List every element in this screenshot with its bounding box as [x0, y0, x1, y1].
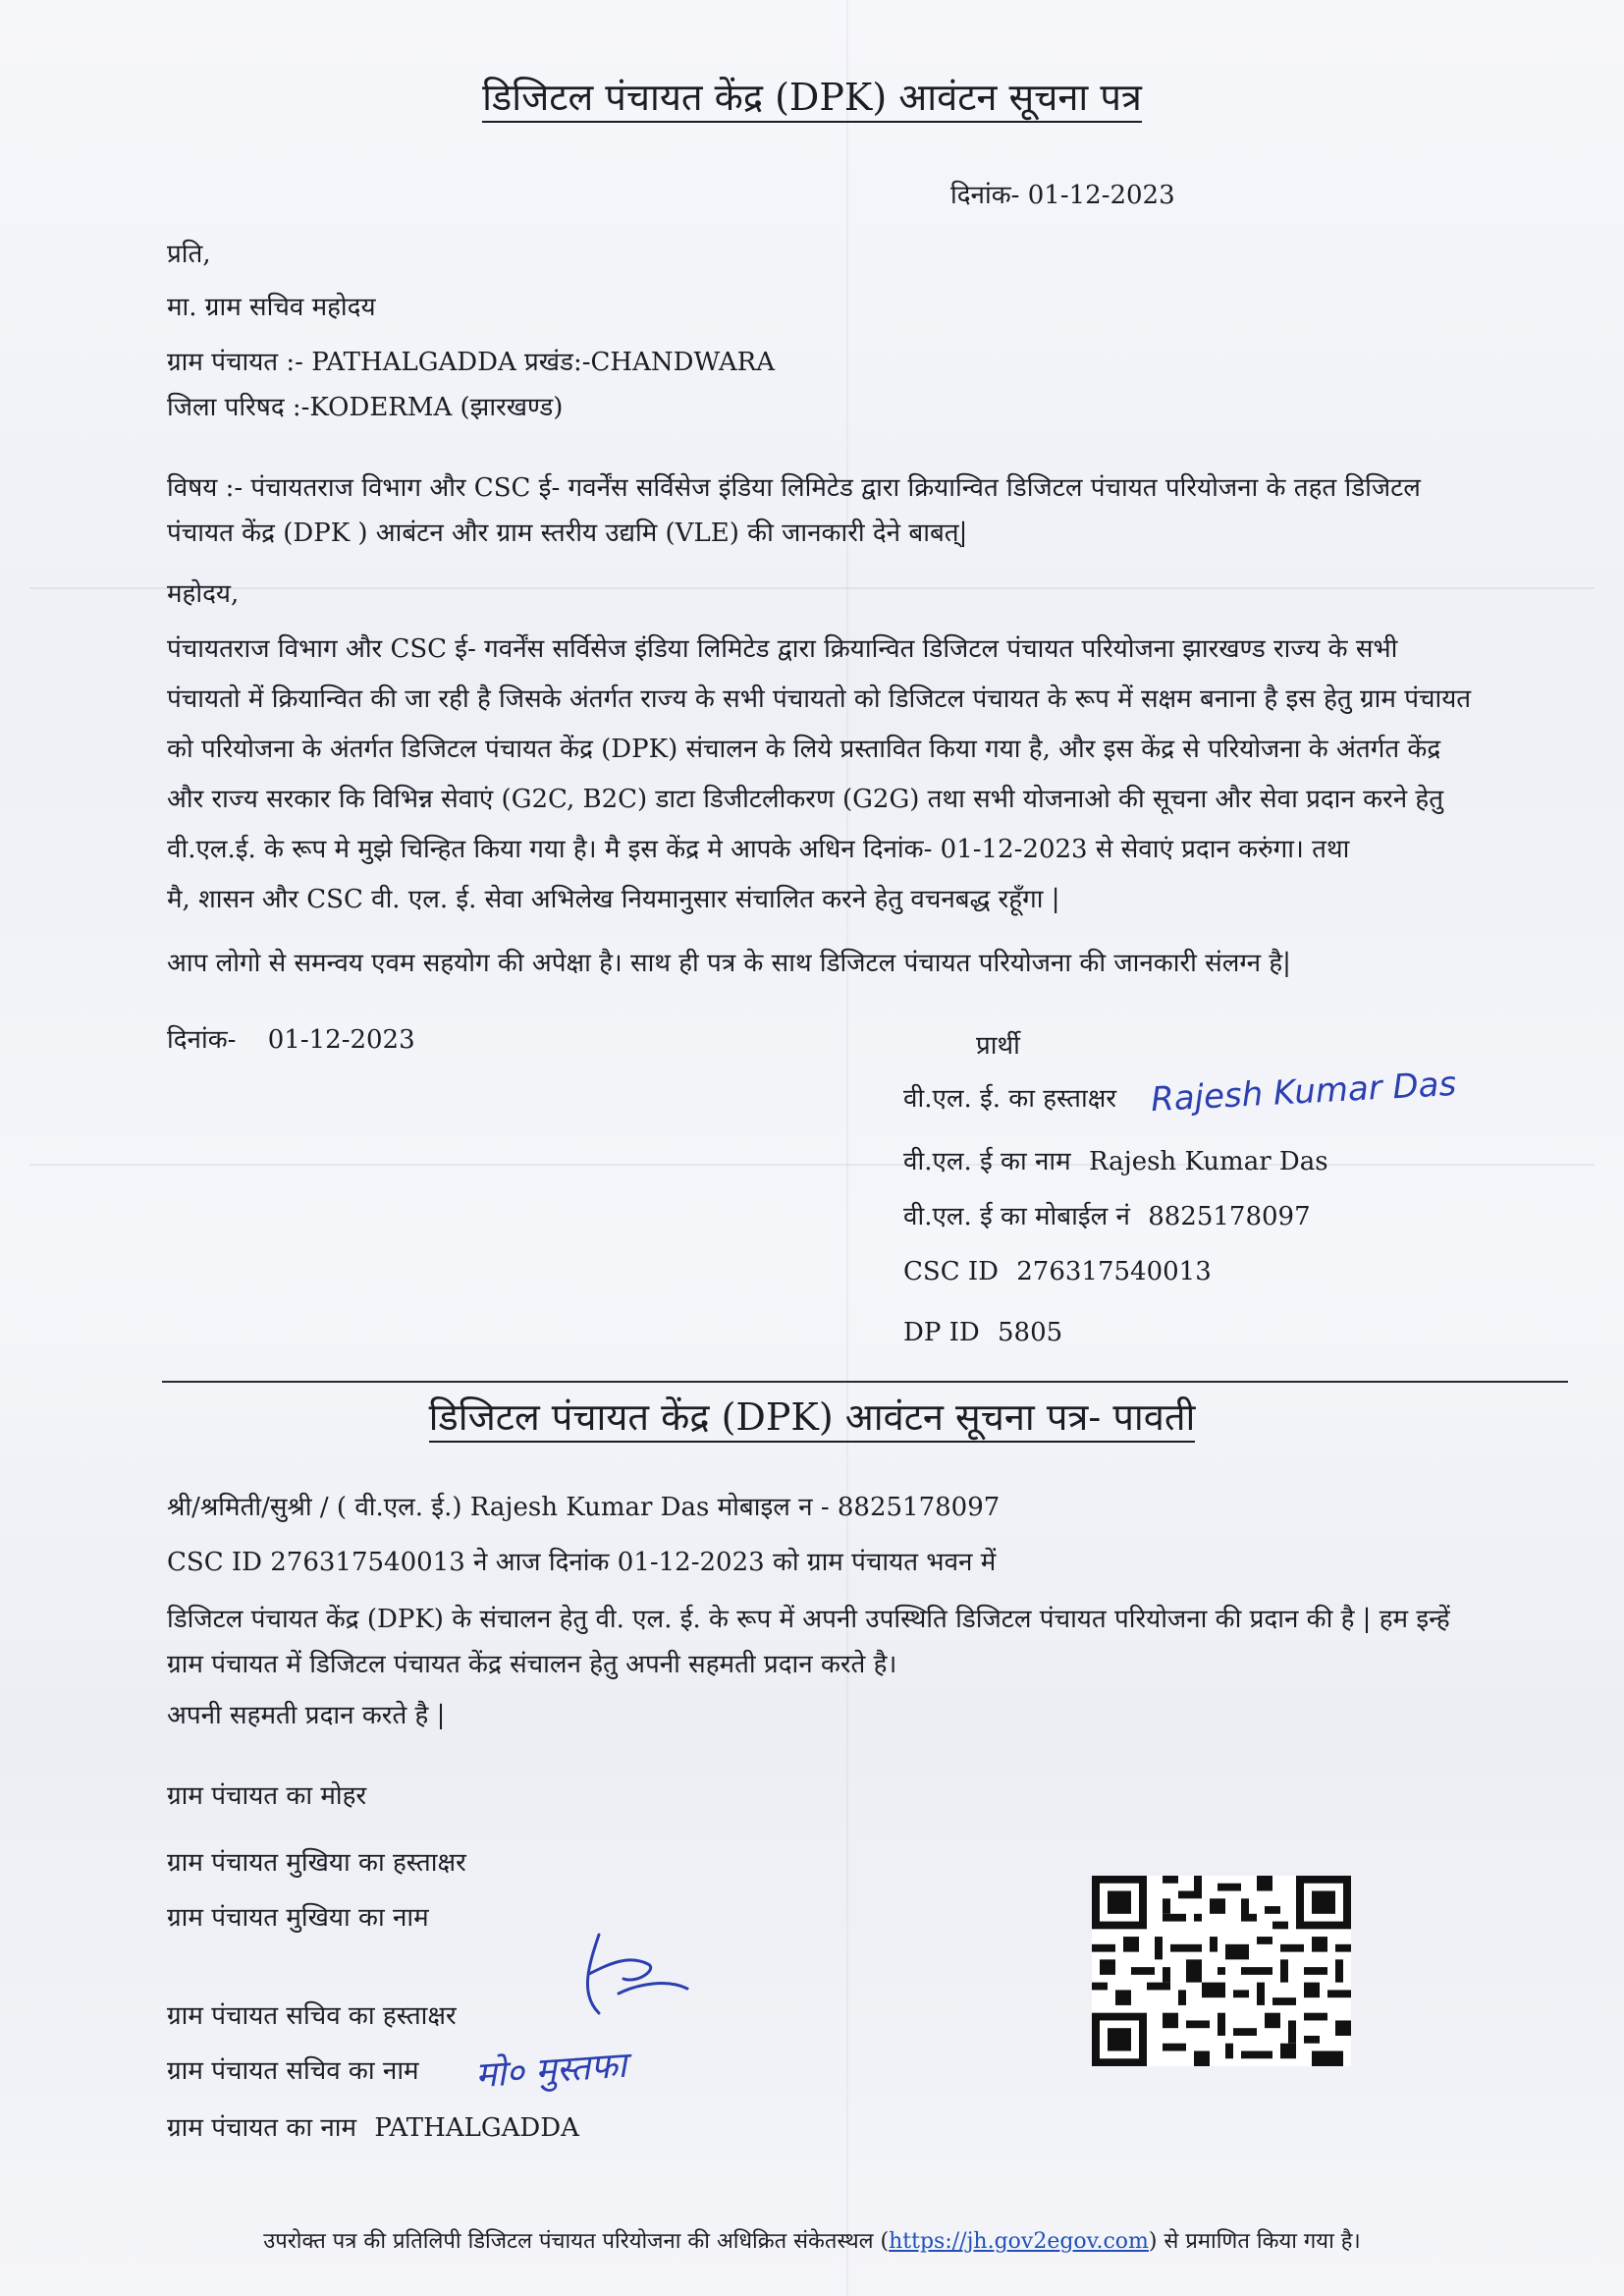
- receipt-title: डिजिटल पंचायत केंद्र (DPK) आवंटन सूचना पत्र- पावती: [0, 1393, 1624, 1442]
- letter-title: डिजिटल पंचायत केंद्र (DPK) आवंटन सूचना पत्र: [0, 73, 1624, 122]
- paper-crease: [29, 587, 1595, 589]
- address-to: प्रति,: [167, 240, 211, 269]
- subject-line-2: पंचायत केंद्र (DPK ) आबंटन और ग्राम स्तरीय उद्यमि (VLE) की जानकारी देने बाबत्|: [167, 519, 968, 548]
- dp-id-row: [903, 1316, 1062, 1349]
- footer-note: [0, 2227, 1624, 2257]
- csc-id-row: [903, 1255, 1212, 1288]
- applicant-heading: प्रार्थी: [976, 1031, 1020, 1061]
- address-district: जिला परिषद :-KODERMA (झारखण्ड): [167, 393, 564, 422]
- body-line: पंचायतो में क्रियान्वित की जा रही है जिसके अंतर्गत राज्य के सभी पंचायतो को डिजिटल पंचायत के रूप में सक्षम बनाना है इस हेतु ग्राम पंचायत: [167, 684, 1472, 714]
- body-line: मै, शासन और CSC वी. एल. ई. सेवा अभिलेख नियमानुसार संचालित करने हेतु वचनबद्ध रहूँगा |: [167, 885, 1060, 914]
- body-paragraph: [167, 625, 1542, 925]
- vle-name-value: Rajesh Kumar Das: [1088, 1147, 1328, 1176]
- receipt-line-3: डिजिटल पंचायत केंद्र (DPK) के संचालन हेतु वी. एल. ई. के रूप में अपनी उपस्थिति डिजिटल पंचायत परियोजना की प्रदान की है | हम इन्हें: [167, 1605, 1450, 1634]
- footer-text-before: उपरोक्त पत्र की प्रतिलिपी डिजिटल पंचायत परियोजना की अधिक्रित संकेतस्थल (: [263, 2229, 890, 2254]
- vle-mobile-value: 8825178097: [1148, 1202, 1311, 1231]
- receipt-line-2: CSC ID 276317540013 ने आज दिनांक 01-12-2023 को ग्राम पंचायत भवन में: [167, 1548, 997, 1577]
- footer-link[interactable]: https://jh.gov2egov.com: [889, 2229, 1149, 2254]
- secretary-name-label: ग्राम पंचायत सचिव का नाम: [167, 2056, 419, 2086]
- panchayat-name-row: [167, 2111, 579, 2145]
- date-label: दिनांक-: [167, 1025, 237, 1055]
- mukhiya-signature-label: ग्राम पंचायत मुखिया का हस्ताक्षर: [167, 1848, 466, 1878]
- header-date: [950, 179, 1175, 212]
- vle-signature-row: [903, 1082, 1116, 1116]
- paper-crease: [29, 1164, 1595, 1166]
- secretary-handwritten-name: मो० मुस्तफा: [473, 2045, 628, 2097]
- vle-mobile-row: [903, 1200, 1311, 1233]
- salutation: महोदय,: [167, 579, 240, 609]
- panchayat-seal-label: ग्राम पंचायत का मोहर: [167, 1781, 367, 1811]
- request-line: आप लोगो से समन्वय एवम सहयोग की अपेक्षा है। साथ ही पत्र के साथ डिजिटल पंचायत परियोजना की जानकारी संलग्न है|: [167, 949, 1291, 978]
- vle-name-label: वी.एल. ई का नाम: [903, 1147, 1071, 1176]
- panchayat-name-value: PATHALGADDA: [374, 2113, 579, 2143]
- dp-id-value: 5805: [998, 1318, 1063, 1347]
- receipt-line-1: श्री/श्रमिती/सुश्री / ( वी.एल. ई.) Rajesh Kumar Das मोबाइल न - 8825178097: [167, 1493, 1001, 1522]
- vle-name-row: [903, 1145, 1328, 1178]
- body-line: को परियोजना के अंतर्गत डिजिटल पंचायत केंद्र (DPK) संचालन के लिये प्रस्तावित किया गया है, और इस केंद्र से परियोजना के अंतर्गत केंद्र: [167, 735, 1441, 764]
- date-value: 01-12-2023: [267, 1025, 415, 1055]
- qr-code-icon: [1092, 1876, 1351, 2066]
- secretary-signature: [530, 1925, 707, 2043]
- body-line: और राज्य सरकार कि विभिन्न सेवाएं (G2C, B2C) डाटा डिजीटलीकरण (G2G) तथा सभी योजनाओ की सूचना और सेवा प्रदान करने हेतु: [167, 785, 1444, 814]
- receipt-line-4: ग्राम पंचायत में डिजिटल पंचायत केंद्र संचालन हेतु अपनी सहमती प्रदान करते है।: [167, 1650, 897, 1679]
- receipt-line-5: अपनी सहमती प्रदान करते है |: [167, 1701, 446, 1730]
- secretary-signature-label: ग्राम पंचायत सचिव का हस्ताक्षर: [167, 2001, 457, 2031]
- footer-text-after: ) से प्रमाणित किया गया है।: [1148, 2229, 1361, 2254]
- panchayat-name-label: ग्राम पंचायत का नाम: [167, 2113, 357, 2143]
- address-panchayat: ग्राम पंचायत :- PATHALGADDA प्रखंड:-CHANDWARA: [167, 348, 776, 377]
- paper-crease: [846, 0, 848, 2296]
- section-divider: [162, 1381, 1568, 1383]
- csc-id-label: CSC ID: [903, 1257, 999, 1286]
- body-line: पंचायतराज विभाग और CSC ई- गवर्नेंस सर्विसेज इंडिया लिमिटेड द्वारा क्रियान्वित डिजिटल पंचायत परियोजना झारखण्ड राज्य के सभी: [167, 634, 1398, 664]
- csc-id-value: 276317540013: [1016, 1257, 1212, 1286]
- date-value: 01-12-2023: [1027, 181, 1175, 210]
- dp-id-label: DP ID: [903, 1318, 980, 1347]
- date-label: दिनांक-: [950, 181, 1020, 210]
- body-date: [167, 1023, 415, 1057]
- mukhiya-name-label: ग्राम पंचायत मुखिया का नाम: [167, 1903, 429, 1933]
- subject-line-1: विषय :- पंचायतराज विभाग और CSC ई- गवर्नेंस सर्विसेज इंडिया लिमिटेड द्वारा क्रियान्वित डिजिटल पंचायत परियोजना के तहत डिजिटल: [167, 473, 1421, 503]
- body-line: वी.एल.ई. के रूप मे मुझे चिन्हित किया गया है। मै इस केंद्र मे आपके अधिन दिनांक- 01-12-2023 से सेवाएं प्रदान करुंगा। तथा: [167, 835, 1350, 864]
- vle-mobile-label: वी.एल. ई का मोबाईल नं: [903, 1202, 1130, 1231]
- vle-signature: Rajesh Kumar Das: [1150, 1064, 1458, 1121]
- address-recipient: मा. ग्राम सचिव महोदय: [167, 293, 376, 322]
- vle-signature-label: वी.एल. ई. का हस्ताक्षर: [903, 1084, 1117, 1114]
